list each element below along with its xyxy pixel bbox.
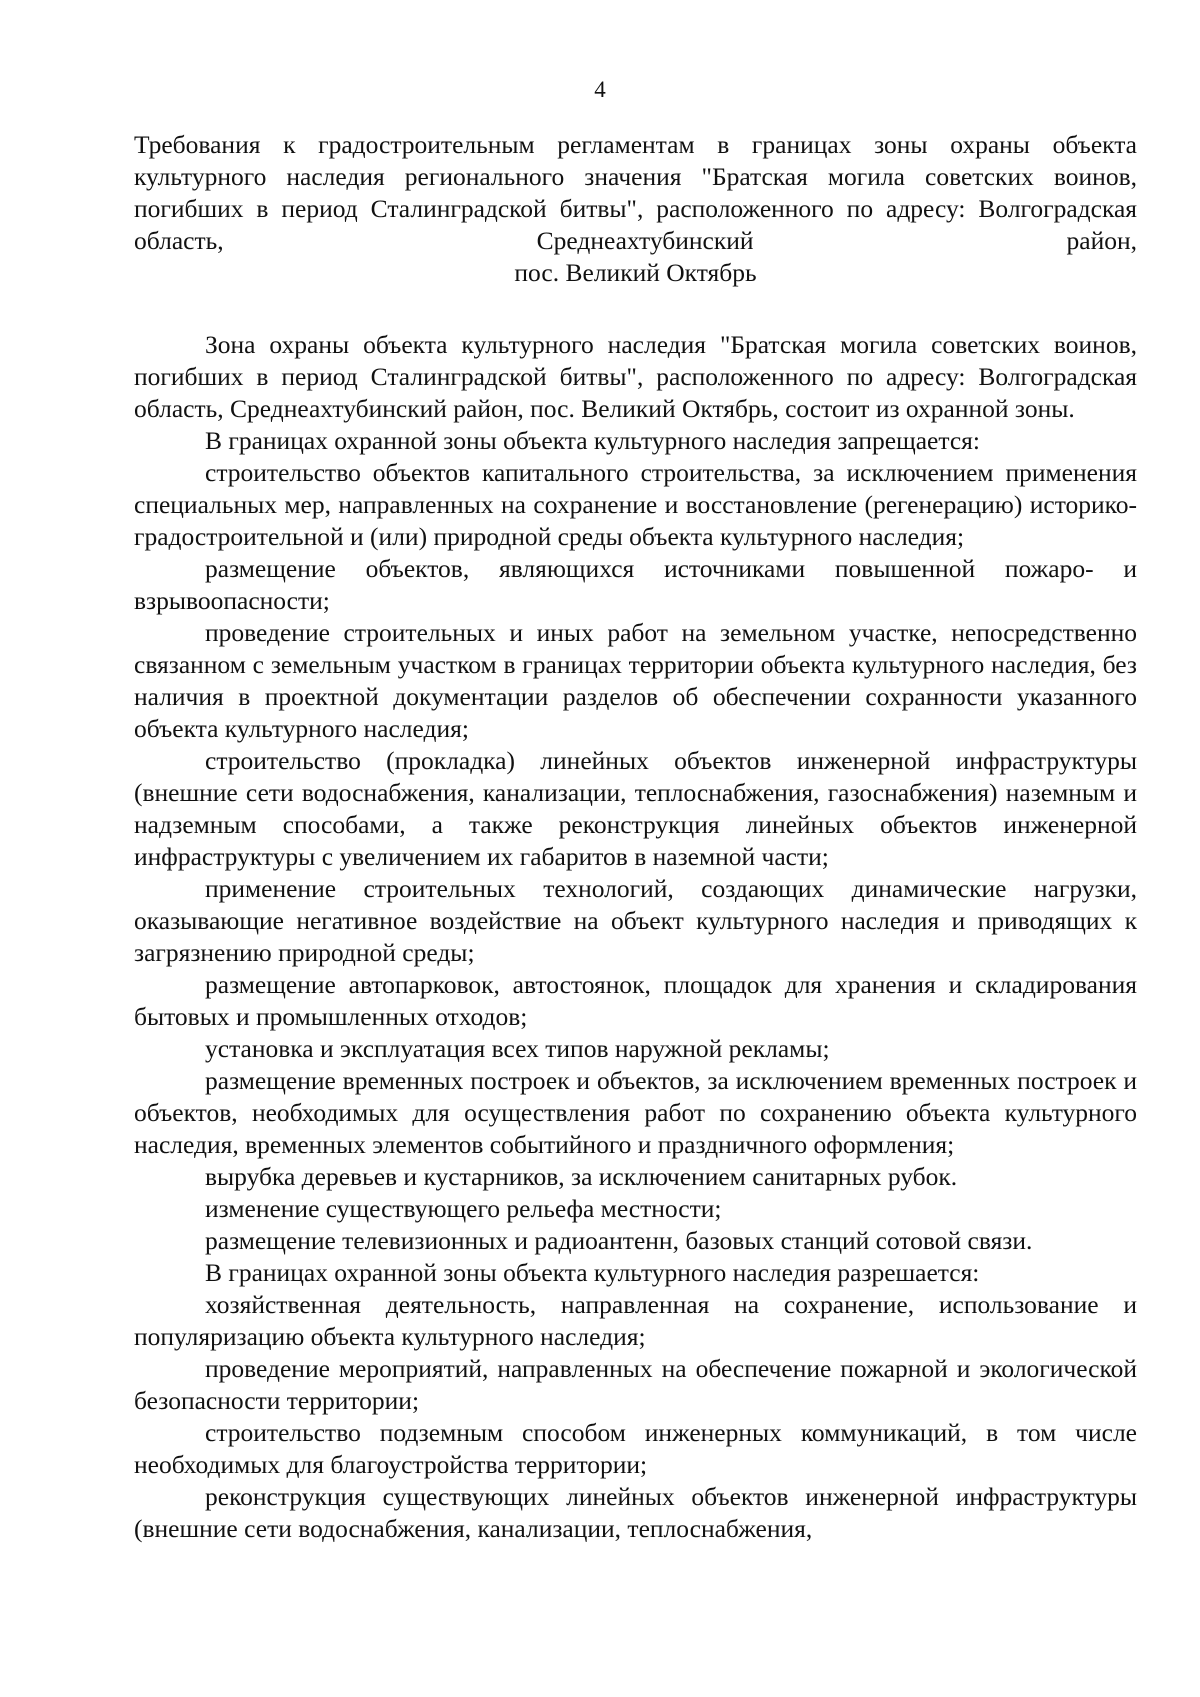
- list-item: проведение мероприятий, направленных на обеспечение пожарной и экологической безопасности территории;: [134, 1354, 1137, 1415]
- list-item: строительство (прокладка) линейных объектов инженерной инфраструктуры (внешние сети водоснабжения, канализации, теплоснабжения, газоснабжения) наземным и надземным способами, а также реконструкция линейных объектов инженерной инфраструктуры с увеличением их габаритов в наземной части;: [134, 746, 1137, 871]
- list-item: установка и эксплуатация всех типов наружной рекламы;: [205, 1034, 830, 1063]
- page-number: 4: [594, 77, 606, 102]
- document-title: Требования к градостроительным регламентам в границах зоны охраны объекта культурного наследия регионального значения "Братская могила советских воинов, погибших в период Сталинградской битвы", расположенного по адресу: Волгоградская область, Среднеахтубинский район,: [134, 130, 1137, 255]
- list-item: реконструкция существующих линейных объектов инженерной инфраструктуры (внешние сети водоснабжения, канализации, теплоснабжения,: [134, 1482, 1137, 1543]
- list-item: размещение телевизионных и радиоантенн, базовых станций сотовой связи.: [205, 1226, 1033, 1255]
- list-item: строительство подземным способом инженерных коммуникаций, в том числе необходимых для благоустройства территории;: [134, 1418, 1137, 1479]
- list-item: размещение автопарковок, автостоянок, площадок для хранения и складирования бытовых и промышленных отходов;: [134, 970, 1137, 1031]
- paragraph: В границах охранной зоны объекта культурного наследия запрещается:: [205, 426, 980, 455]
- list-item: размещение объектов, являющихся источниками повышенной пожаро- и взрывоопасности;: [134, 554, 1137, 615]
- paragraph: В границах охранной зоны объекта культурного наследия разрешается:: [205, 1258, 980, 1287]
- list-item: размещение временных построек и объектов, за исключением временных построек и объектов, необходимых для осуществления работ по сохранению объекта культурного наследия, временных элементов событийного и праздничного оформления;: [134, 1066, 1137, 1159]
- paragraph: Зона охраны объекта культурного наследия "Братская могила советских воинов, погибших в период Сталинградской битвы", расположенного по адресу: Волгоградская область, Среднеахтубинский район, пос. Великий Октябрь, состоит из охранной зоны.: [134, 330, 1137, 423]
- document-body: [134, 129, 1137, 1545]
- list-item: вырубка деревьев и кустарников, за исключением санитарных рубок.: [205, 1162, 958, 1191]
- list-item: проведение строительных и иных работ на земельном участке, непосредственно связанном с земельным участком в границах территории объекта культурного наследия, без наличия в проектной документации разделов об обеспечении сохранности указанного объекта культурного наследия;: [134, 618, 1137, 743]
- title-spacer: [134, 289, 1137, 329]
- list-item: применение строительных технологий, создающих динамические нагрузки, оказывающие негативное воздействие на объект культурного наследия и приводящих к загрязнению природной среды;: [134, 874, 1137, 967]
- list-item: изменение существующего рельефа местности;: [205, 1194, 722, 1223]
- document-title-last-line: пос. Великий Октябрь: [514, 258, 757, 287]
- list-item: хозяйственная деятельность, направленная на сохранение, использование и популяризацию объекта культурного наследия;: [134, 1290, 1137, 1351]
- list-item: строительство объектов капитального строительства, за исключением применения специальных мер, направленных на сохранение и восстановление (регенерацию) историко-градостроительной и (или) природной среды объекта культурного наследия;: [134, 458, 1137, 551]
